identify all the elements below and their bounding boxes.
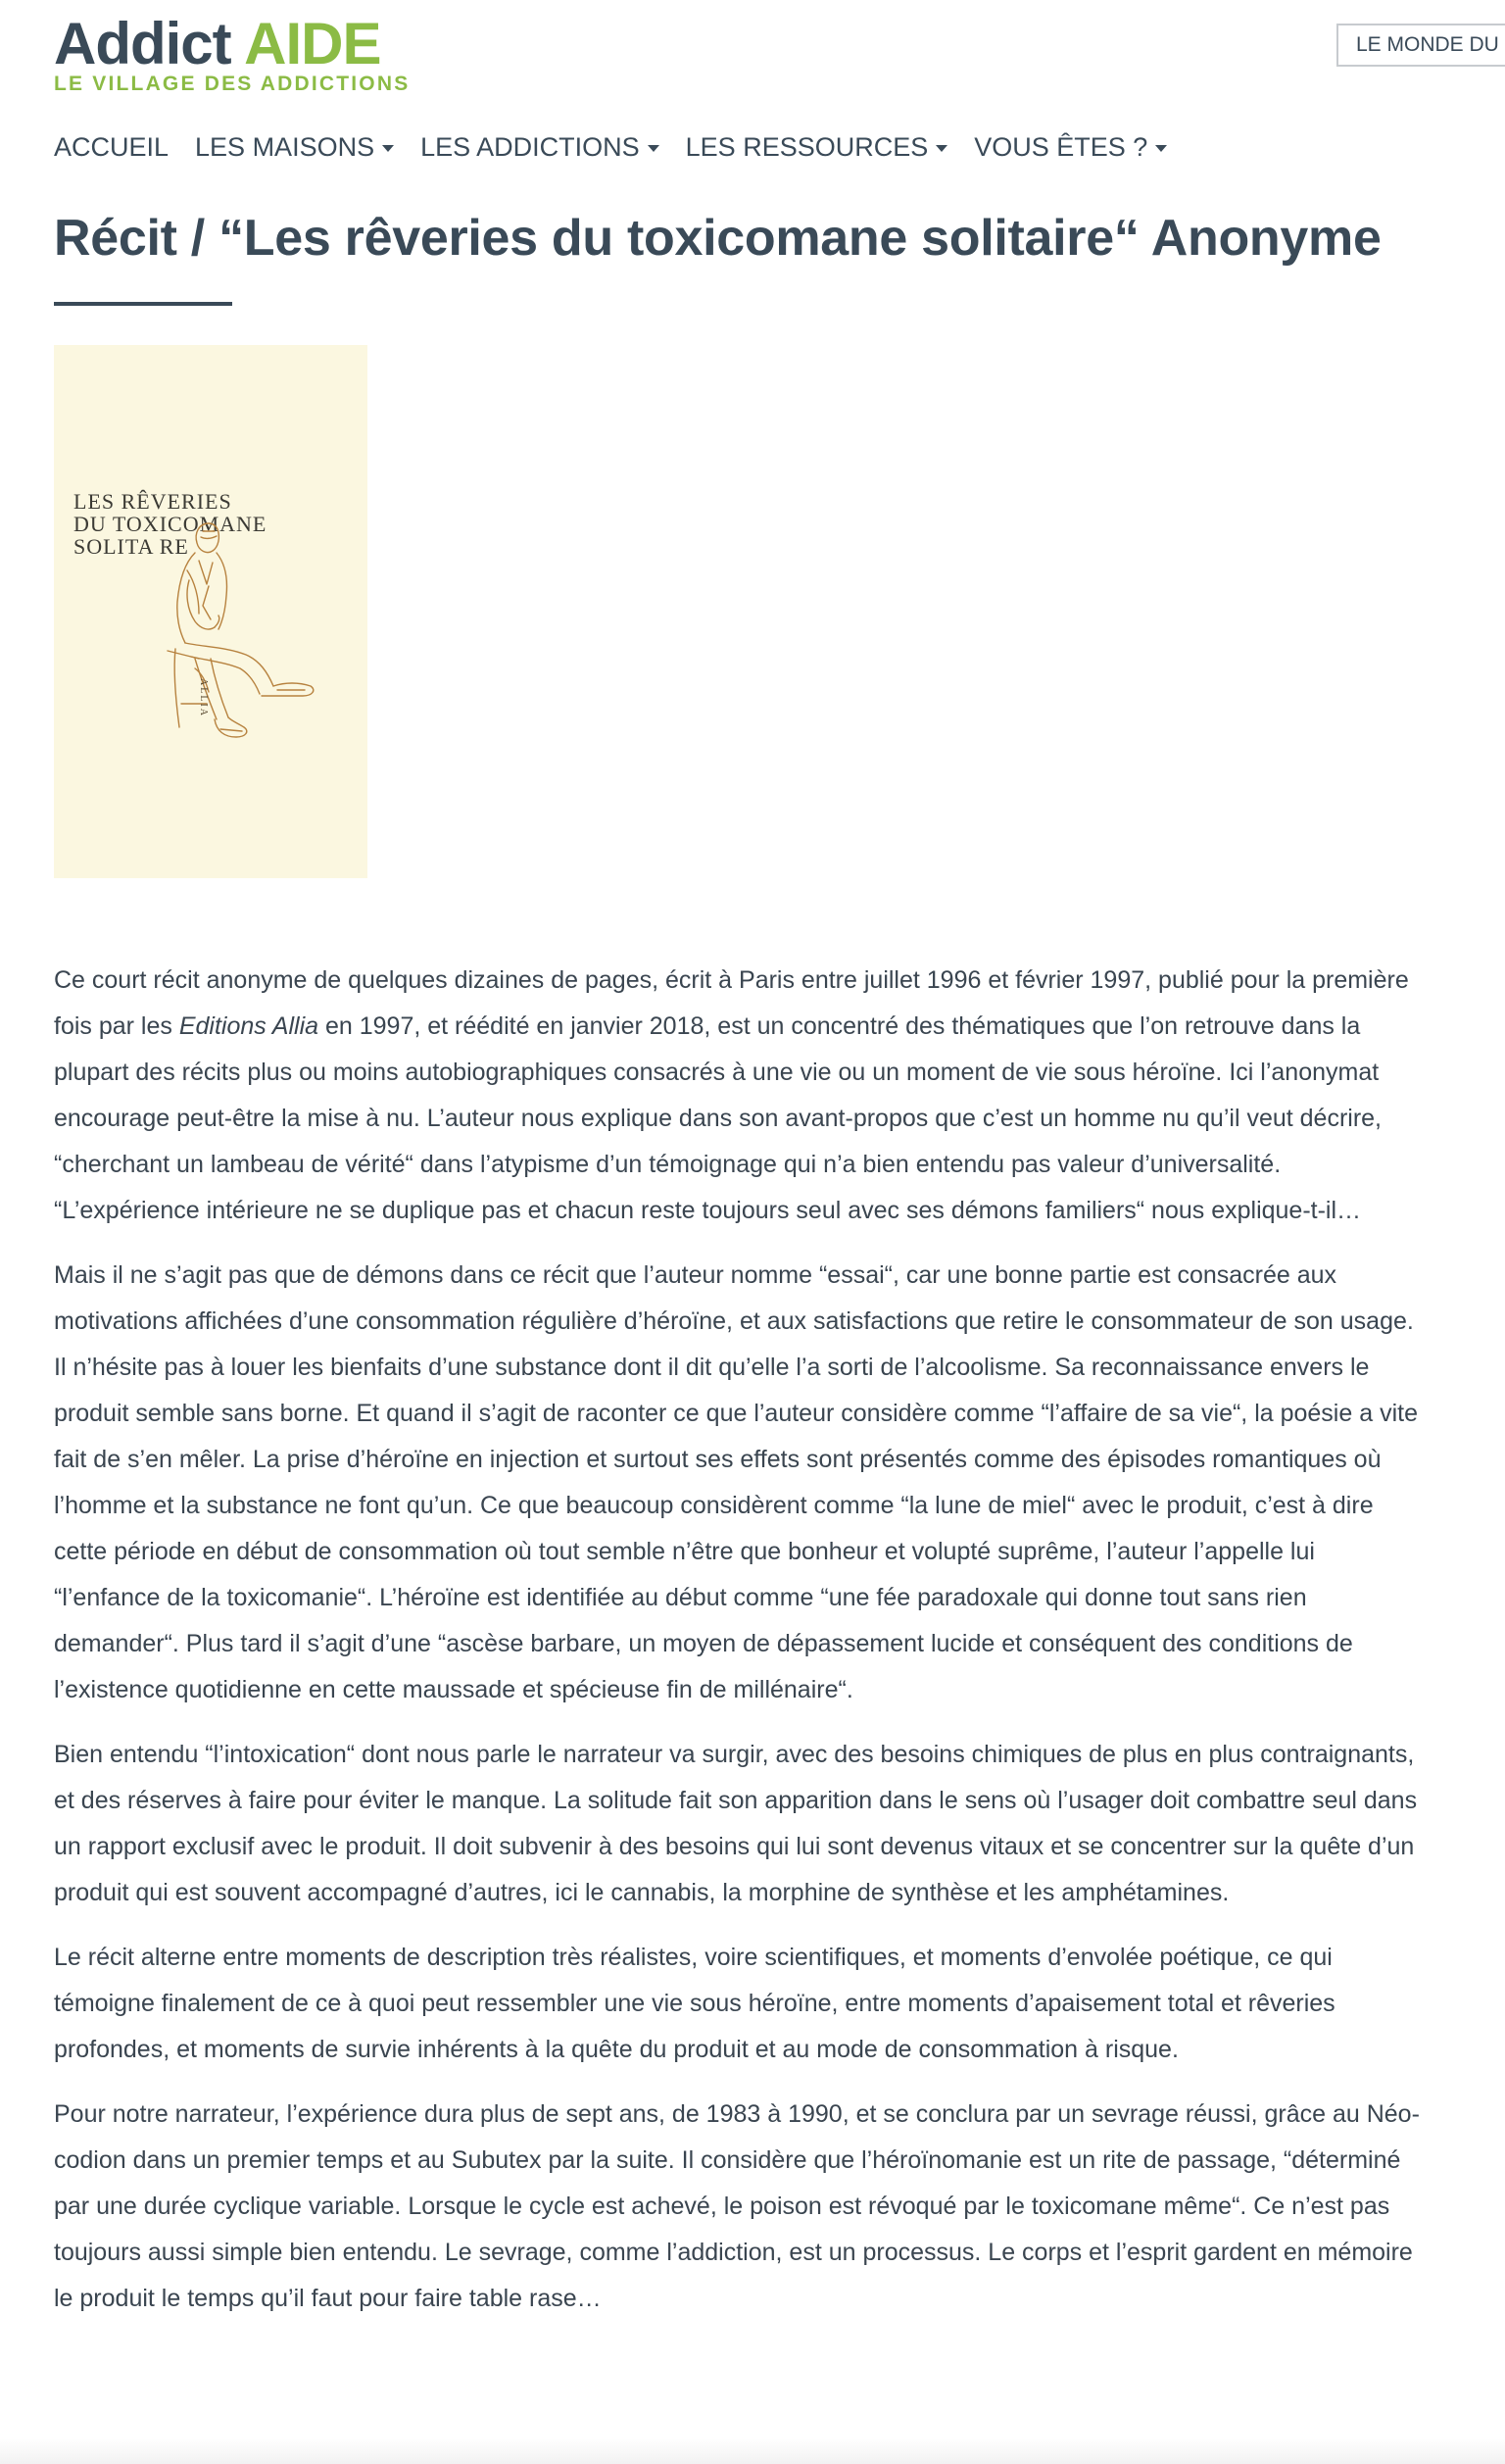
top-link-le-monde[interactable]: LE MONDE DU (1336, 24, 1505, 67)
nav-item-vous-etes[interactable] (974, 129, 1167, 165)
article-paragraph: Le récit alterne entre moments de description très réalistes, voire scientifiques, et moments d’envolée poétique, ce qui témoigne finalement de ce à quoi peut ressembler une vie sous héroïne, entre moments d’apaisement total et rêveries profondes, et moments de survie inhérents à la quête du produit et au mode de consommation à risque. (54, 1944, 1335, 2063)
article-paragraph: Pour notre narrateur, l’expérience dura plus de sept ans, de 1983 à 1990, et se conclura par un sevrage réussi, grâce au Néo-codion dans un premier temps et au Subutex par la suite. Il considère que l’héroïnomanie est un rite de passage, “déterminé par une durée cyclique variable. Lorsque le cycle est achevé, le poison est révoqué par le toxicomane même“. Ce n’est pas toujours aussi simple bien entendu. Le sevrage, comme l’addiction, est un processus. Le corps et l’esprit gardent en mémoire le produit le temps qu’il faut pour faire table rase… (54, 2100, 1420, 2312)
site-logo[interactable] (54, 11, 411, 96)
caret-down-icon (382, 145, 394, 152)
site-header (0, 0, 1505, 118)
paragraph-text: en 1997, et réédité en janvier 2018, est un concentré des thématiques que l’on retrouve dans la plupart des récits plus ou moins autobiographiques consacrés à une vie ou un moment de vie sous héroïne. Ici l’anonymat encourage peut-être la mise à nu. L’auteur nous explique dans son avant-propos que c’est un homme nu qu’il veut décrire, “cherchant un lambeau de vérité“ dans l’atypisme d’un témoignage qui n’a bien entendu pas valeur d’universalité. “L’expérience intérieure ne se duplique pas et chacun reste toujours seul avec ses démons familiers“ nous explique-t-il… (54, 1012, 1383, 1224)
cover-title-line1: LES RÊVERIES (73, 489, 232, 514)
caret-down-icon (648, 145, 659, 152)
article-body (54, 958, 1426, 2341)
nav-item-les-maisons[interactable] (195, 129, 394, 165)
publisher-link[interactable]: Editions Allia (178, 1012, 319, 1040)
logo-wordmark (54, 11, 410, 76)
nav-item-label: ACCUEIL (54, 132, 170, 162)
main-nav (54, 129, 1193, 165)
cover-title-line2: DU TOXICOMANE (73, 512, 267, 536)
nav-item-label: LES ADDICTIONS (420, 132, 640, 162)
article-paragraph: Mais il ne s’agit pas que de démons dans ce récit que l’auteur nomme “essai“, car une bonne partie est consacrée aux motivations affichées d’une consommation régulière d’héroïne, et aux satisfactions que retire le consommateur de son usage. Il n’hésite pas à louer les bienfaits d’une substance dont il dit qu’elle l’a sorti de l’alcoolisme. Sa reconnaissance envers le produit semble sans borne. Et quand il s’agit de raconter ce que l’auteur considère comme “l’affaire de sa vie“, la poésie a vite fait de s’en mêler. La prise d’héroïne en injection et surtout ses effets sont présentés comme des épisodes romantiques où l’homme et la substance ne font qu’un. Ce que beaucoup considèrent comme “la lune de miel“ avec le produit, c’est à dire cette période en début de consommation où tout semble n’être que bonheur et volupté suprême, l’auteur l’appelle lui “l’enfance de la toxicomanie“. L’héroïne est identifiée au début comme “une fée paradoxale qui donne tout sans rien demander“. Plus tard il s’agit d’une “ascèse barbare, un moyen de dépassement lucide et conséquent des conditions de l’existence quotidienne en cette maussade et spécieuse fin de millénaire“. (54, 1261, 1418, 1703)
nav-item-label: LES MAISONS (195, 132, 375, 162)
cover-publisher: ALLIA (198, 678, 209, 717)
logo-tagline: LE VILLAGE DES ADDICTIONS (54, 73, 411, 95)
nav-item-les-ressources[interactable] (686, 129, 948, 165)
nav-item-les-addictions[interactable] (420, 129, 659, 165)
title-divider (54, 302, 232, 306)
nav-item-label: LES RESSOURCES (685, 132, 929, 162)
caret-down-icon (936, 145, 947, 152)
seated-man-illustration (93, 512, 358, 757)
article-paragraph (54, 958, 1426, 1234)
logo-addict: Addict (54, 11, 231, 76)
logo-aide: AIDE (244, 11, 381, 76)
page-bottom-edge (0, 2439, 1505, 2464)
article-paragraph: Bien entendu “l’intoxication“ dont nous parle le narrateur va surgir, avec des besoins chimiques de plus en plus contraignants, et des réserves à faire pour éviter le manque. La solitude fait son apparition dans le sens où l’usager doit combattre seul dans un rapport exclusif avec le produit. Il doit subvenir à des besoins qui lui sont devenus vitaux et se concentrer sur la quête d’un produit qui est souvent accompagné d’autres, ici le cannabis, la morphine de synthèse et les amphétamines. (54, 1741, 1418, 1906)
paragraph-text: Ce court récit anonyme de quelques dizaines de pages, écrit à Paris entre juillet 1996 et février 1997, publié pour la première fois par les (54, 966, 1409, 1040)
book-cover-image (54, 345, 367, 878)
nav-item-accueil[interactable] (54, 129, 169, 165)
caret-down-icon (1155, 145, 1167, 152)
page-title: Récit / “Les rêveries du toxicomane solitaire“ Anonyme (54, 210, 1382, 267)
nav-item-label: VOUS ÊTES ? (974, 132, 1148, 162)
cover-title-line3: SOLITA RE (73, 534, 189, 559)
